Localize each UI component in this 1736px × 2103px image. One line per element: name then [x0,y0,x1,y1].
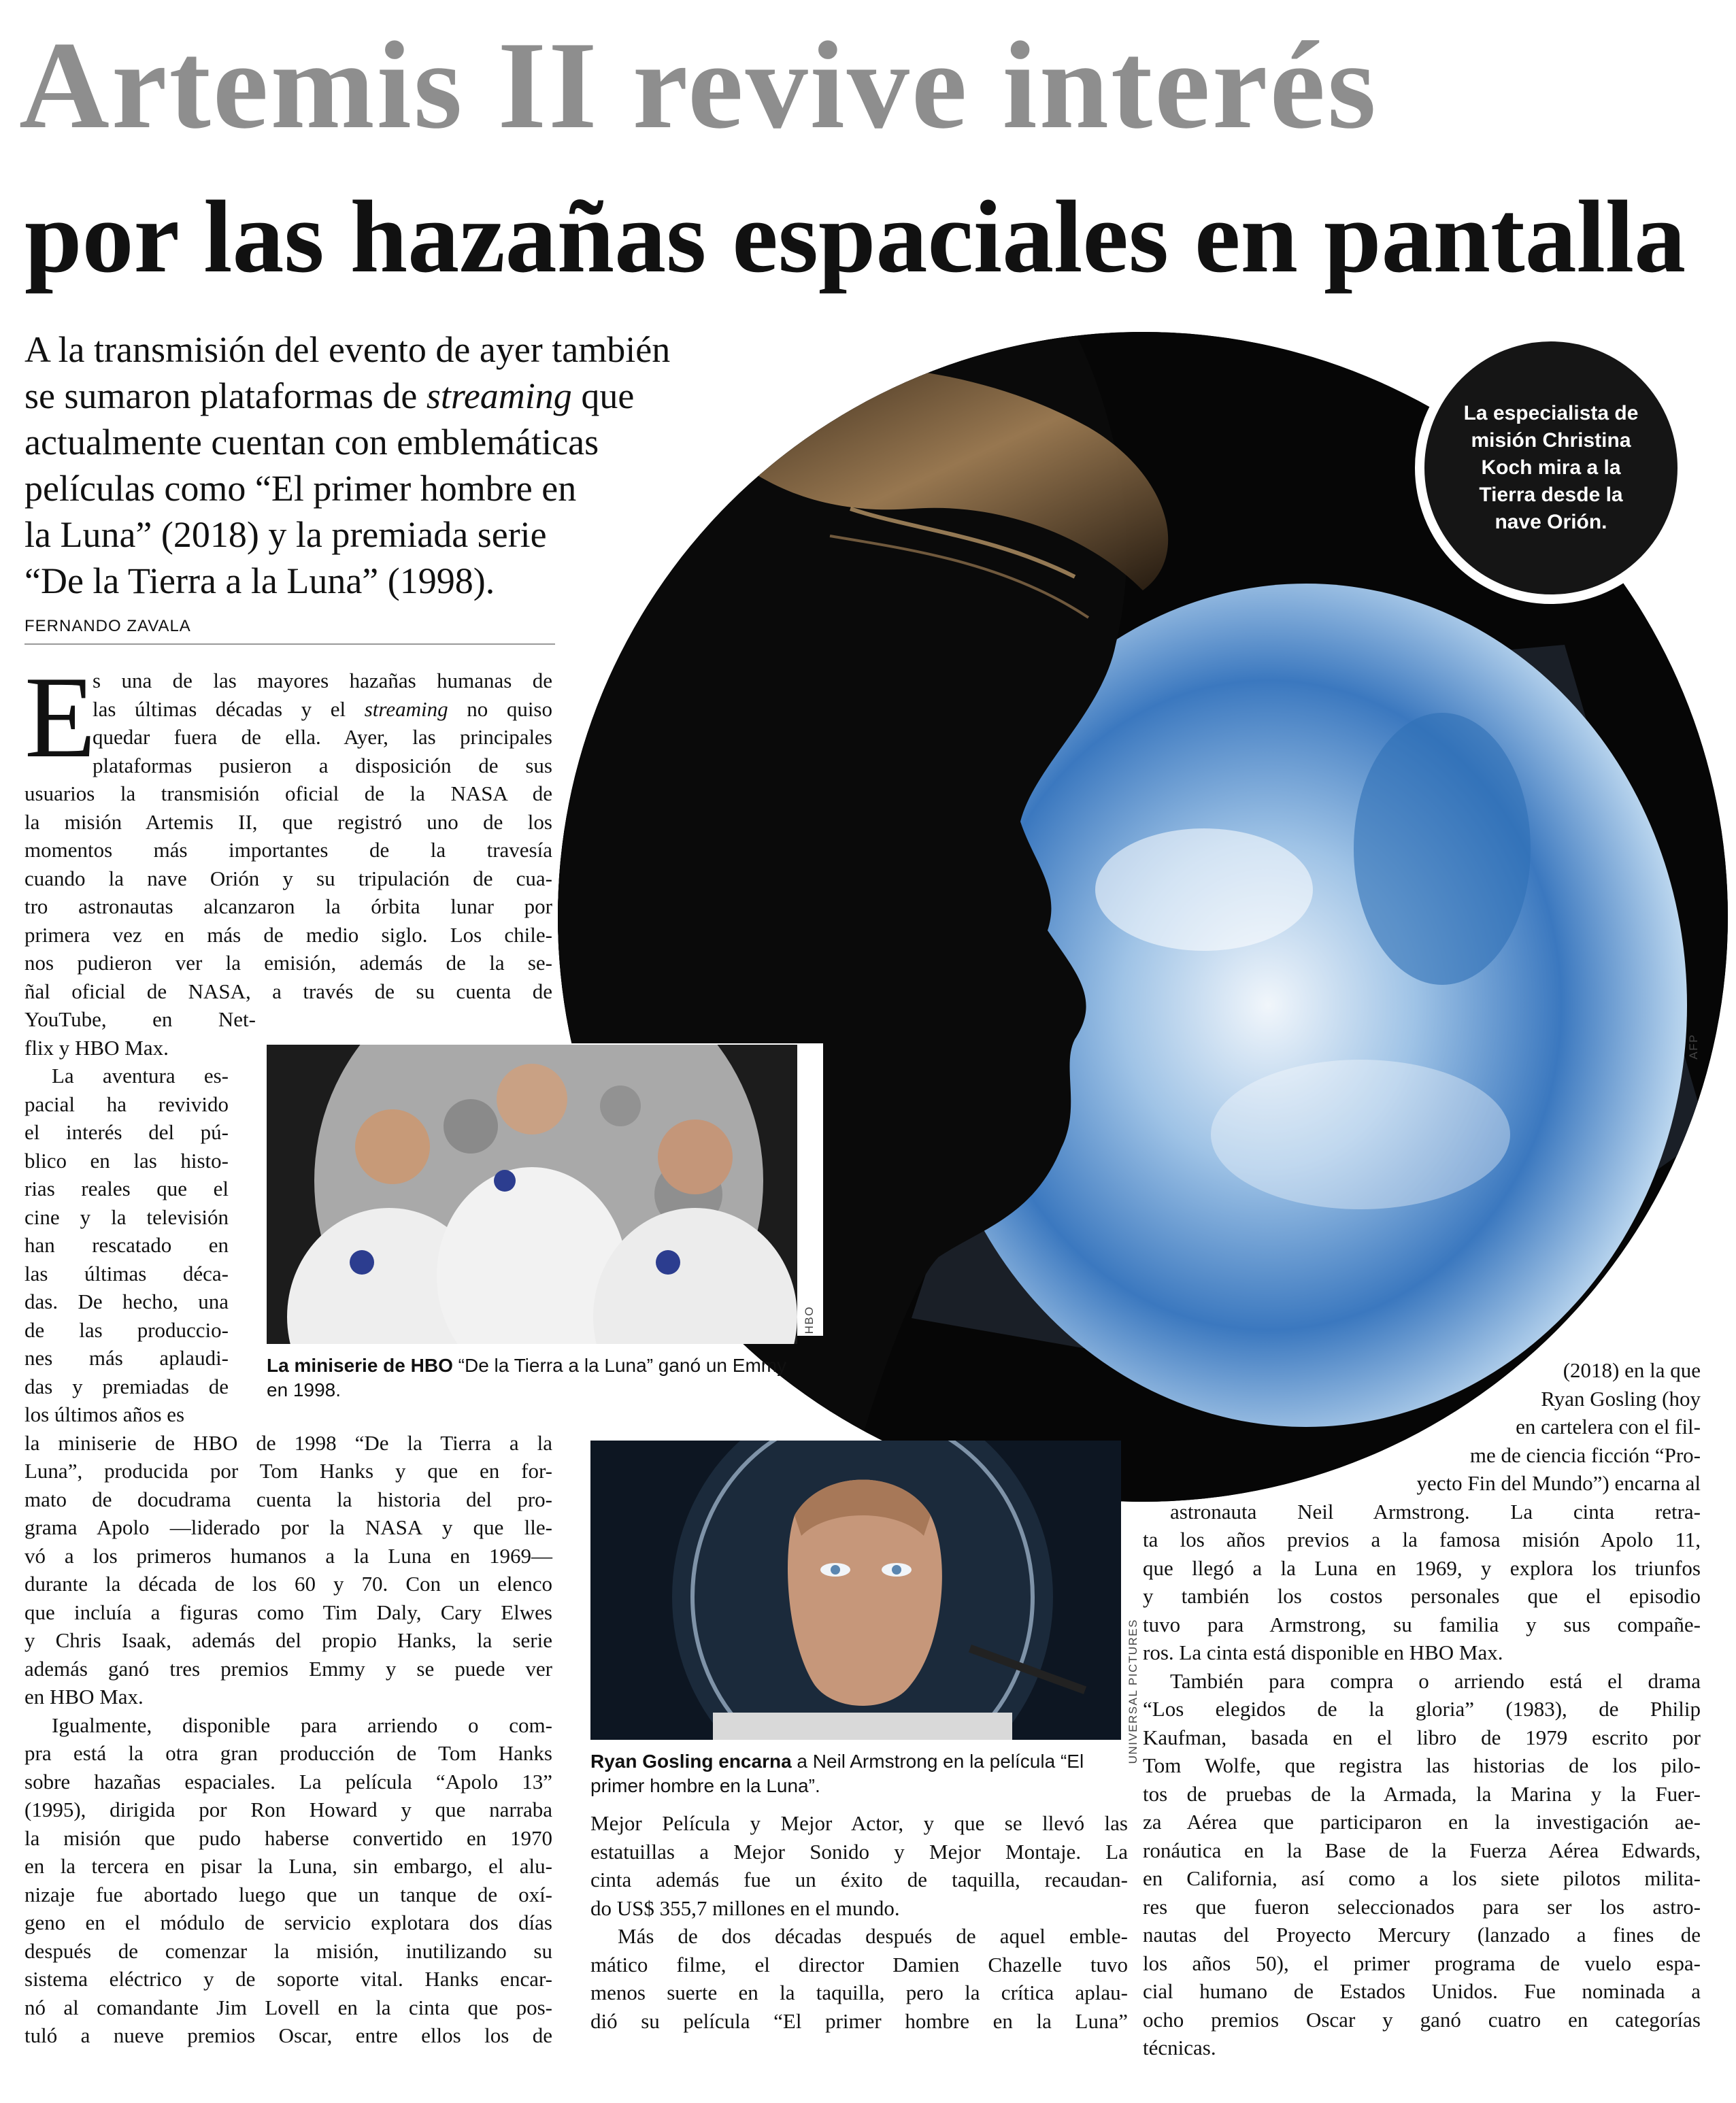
photo-caption-text: La especialista de misión Christina Koch mira a la Tierra desde la nave Orión. [1463,402,1639,533]
body-line: tro astronautas alcanzaron la órbita lunar por [24,894,552,918]
body-line: en California, así como a los siete pilotos milita- [1143,1866,1701,1890]
body-line: en HBO Max. [24,1685,144,1709]
body-line: que incluía a figuras como Tim Daly, Cary Elwes [24,1600,552,1624]
body-line: Ryan Gosling (hoy [1541,1386,1701,1411]
body-line: nes más aplaudi- [24,1346,229,1370]
body-line: ronáutica en la Base de la Fuerza Aérea Edwards, [1143,1838,1701,1862]
body-line: mático filme, el director Damien Chazelle tuvo [590,1952,1128,1976]
body-line: za Aérea que participaron en la investigación ae- [1143,1810,1701,1834]
body-line: la misión Artemis II, que registró uno de los [24,809,552,834]
body-line: han rescatado en [24,1233,229,1257]
deck-italic: streaming [426,375,572,416]
body-line: primera vez en más de medio siglo. Los chile- [24,922,552,947]
body-line: La aventura es- [52,1064,229,1088]
body-line: los últimos años es [24,1402,185,1426]
byline: FERNANDO ZAVALA [24,615,555,645]
body-line: ta los años previos a la famosa misión Apolo 11, [1143,1528,1701,1551]
body-line: tuvo para Armstrong, su familia y sus compañe- [1143,1612,1701,1636]
body-line: das. De hecho, una [24,1290,229,1313]
body-line: en la tercera en pisar la Luna, sin embargo, el alu- [24,1854,552,1878]
deck-line: películas como “El primer hombre en [24,468,577,509]
body-line: (1995), dirigida por Ron Howard y que narraba [24,1798,552,1821]
body-line: nizaje fue abortado luego que un tanque de oxí- [24,1882,552,1906]
body-line: Kaufman, basada en el libro de 1979 escrito por [1143,1725,1701,1749]
body-line: blico en las histo- [24,1148,229,1173]
body-line: cine y la televisión [24,1205,229,1229]
body-line: estatuillas a Mejor Sonido y Mejor Montaje. La [590,1839,1128,1864]
body-line: me de ciencia ficción “Pro- [1469,1443,1701,1467]
body-line: y también los costos personales que el episodio [1143,1584,1701,1608]
body-line: También para compra o arriendo está el drama [1170,1668,1701,1693]
body-line: técnicas. [1143,2036,1216,2059]
body-line: Mejor Película y Mejor Actor, y que se llevó las [590,1811,1128,1835]
body-line: y Chris Isaak, además del propio Hanks, la serie [24,1628,552,1652]
body-line: “Los elegidos de la gloria” (1983), de Philip [1143,1697,1701,1721]
drop-cap: E [24,653,97,782]
body-line: geno en el módulo de servicio explotara dos días [24,1911,552,1934]
deck-line: se sumaron plataformas de streaming que [24,375,635,416]
body-line: tuló a nueve premios Oscar, entre ellos los de [24,2023,552,2047]
body-line: res que fueron seleccionados para ser los astro- [1143,1894,1701,1919]
body-line: además ganó tres premios Emmy y se puede ver [24,1656,552,1681]
body-column-3 [590,1809,1128,2035]
headline-line-2: por las hazañas espaciales en pantalla [24,180,1686,294]
body-line: nos pudieron ver la emisión, además de la se- [24,951,552,975]
body-line: flix y HBO Max. [24,1035,169,1060]
body-line: la misión que pudo haberse convertido en 1970 [24,1826,552,1850]
gosling-photo-astronaut [590,1441,1121,1740]
hbo-photo-astronauts [267,1045,797,1344]
body-line: Tom Wolfe, que registra las historias de los pilo- [1143,1753,1701,1777]
body-line: sistema eléctrico y de soporte vital. Hanks encar- [24,1967,552,1991]
hbo-photo-caption: La miniserie de HBO “De la Tierra a la Luna” ganó un Emmy en 1998. [267,1355,787,1400]
body-line: Luna”, producida por Tom Hanks y que en for- [24,1459,552,1483]
body-line: pra está la otra gran producción de Tom Hanks [24,1741,552,1765]
body-line: nautas del Proyecto Mercury (lanzado a fines de [1143,1923,1701,1947]
body-line: usuarios la transmisión oficial de la NASA de [24,781,552,805]
body-line: grama Apolo —liderado por la NASA y que lle- [24,1515,552,1539]
body-line: el interés del pú- [24,1120,229,1144]
body-line: Más de dos décadas después de aquel emble- [618,1924,1128,1948]
photo-caption-bubble [1415,332,1687,604]
deck-line: “De la Tierra a la Luna” (1998). [24,560,495,601]
body-line: sobre hazañas espaciales. La película “Apolo 13” [24,1769,552,1794]
body-line: ocho premios Oscar y ganó cuatro en categorías [1143,2007,1701,2032]
body-line: Igualmente, disponible para arriendo o com- [52,1713,552,1737]
body-line: de las produccio- [24,1317,229,1342]
body-line: tos de pruebas de la Armada, la Marina y la Fuer- [1143,1781,1701,1806]
deck-line: A la transmisión del evento de ayer también [24,329,671,370]
body-line: YouTube, en Net- [24,1007,256,1031]
body-line: rias reales que el [24,1177,229,1200]
body-line: durante la década de los 60 y 70. Con un elenco [24,1572,552,1596]
body-line: cial humano de Estados Unidos. Fue nominada a [1143,1979,1701,2003]
body-line: las últimas déca- [24,1261,229,1285]
body-line: s una de las mayores hazañas humanas de [93,669,552,692]
main-photo-credit: AFP [1687,1034,1700,1060]
body-line: las últimas décadas y el streaming no quiso [93,696,552,721]
body-line: menos suerte en la taquilla, pero la crítica aplau- [590,1981,1128,2004]
body-line: pacial ha revivido [24,1092,229,1116]
body-line: plataformas pusieron a disposición de sus [93,753,552,777]
body-line: cinta además fue un éxito de taquilla, recaudan- [590,1868,1128,1891]
body-line: cuando la nave Orión y su tripulación de cua- [24,866,552,890]
body-line: después de comenzar la misión, inutilizando su [24,1938,552,1963]
body-line: mato de docudrama cuenta la historia del pro- [24,1487,552,1511]
body-line: astronauta Neil Armstrong. La cinta retra- [1170,1499,1701,1524]
body-line: momentos más importantes de la travesía [24,838,552,862]
headline-line-1: Artemis II revive interés [19,16,1378,154]
deck-line: actualmente cuentan con emblemáticas [24,422,599,462]
gosling-photo-credit: UNIVERSAL PICTURES [1126,1619,1139,1764]
body-column-4 [1143,1356,1701,2062]
body-line: quedar fuera de ella. Ayer, las principales [93,725,552,749]
deck-line: la Luna” (2018) y la premiada serie [24,514,547,555]
body-line: (2018) en la que [1563,1358,1701,1382]
hbo-photo-credit: HBO [803,1306,816,1334]
body-line: ñal oficial de NASA, a través de su cuenta de [24,979,552,1003]
body-line: la miniserie de HBO de 1998 “De la Tierra a la [24,1430,552,1455]
gosling-photo-caption: Ryan Gosling encarna a Neil Armstrong en la película “El primer hombre en la Luna”. [590,1751,1084,1796]
body-line: vó a los primeros humanos a la Luna en 1969— [24,1543,552,1568]
body-line: yecto Fin del Mundo”) encarna al [1416,1471,1701,1495]
body-line: que llegó a la Luna en 1969, y explora los triunfos [1143,1555,1701,1580]
body-line: nó al comandante Jim Lovell en la cinta que pos- [24,1995,552,2019]
body-line: en cartelera con el fil- [1516,1415,1701,1439]
body-line: dió su película “El primer hombre en la Luna” [590,2008,1128,2033]
body-line: das y premiadas de [24,1374,229,1398]
body-line: do US$ 355,7 millones en el mundo. [590,1896,900,1920]
deck [24,326,786,604]
body-line: ros. La cinta está disponible en HBO Max. [1143,1641,1503,1664]
body-line: los años 50), el primer programa de vuelo espa- [1143,1951,1701,1975]
